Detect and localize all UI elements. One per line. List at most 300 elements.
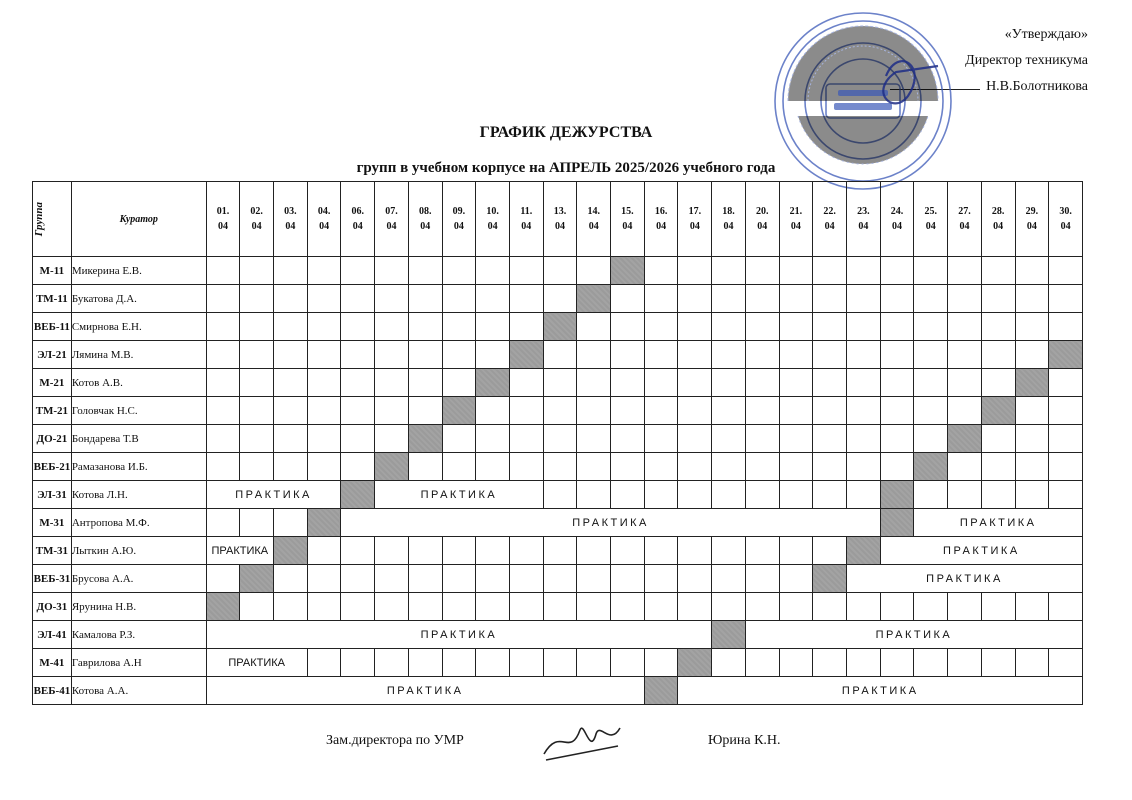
date-header xyxy=(745,182,779,257)
date-day: 30. xyxy=(1059,206,1072,217)
empty-cell xyxy=(611,369,645,397)
empty-cell xyxy=(274,257,308,285)
group-cell: ЭЛ-21 xyxy=(33,341,72,369)
empty-cell xyxy=(644,565,678,593)
empty-cell xyxy=(948,453,982,481)
table-row xyxy=(33,621,1083,649)
empty-cell xyxy=(948,649,982,677)
group-cell: ТМ-21 xyxy=(33,397,72,425)
duty-cell xyxy=(813,565,847,593)
table-row xyxy=(33,565,1083,593)
date-header xyxy=(611,182,645,257)
date-header xyxy=(509,182,543,257)
approve-label: «Утверждаю» xyxy=(1004,27,1088,42)
date-month: 04 xyxy=(285,221,296,232)
empty-cell xyxy=(307,565,341,593)
empty-cell xyxy=(408,593,442,621)
empty-cell xyxy=(914,425,948,453)
duty-cell xyxy=(341,481,375,509)
curator-cell: Букатова Д.А. xyxy=(71,285,206,313)
empty-cell xyxy=(543,369,577,397)
date-header xyxy=(577,182,611,257)
empty-cell xyxy=(813,453,847,481)
practice-cell: ПРАКТИКА xyxy=(678,677,1083,705)
empty-cell xyxy=(543,341,577,369)
duty-cell xyxy=(678,649,712,677)
empty-cell xyxy=(476,341,510,369)
curator-cell: Камалова Р.З. xyxy=(71,621,206,649)
empty-cell xyxy=(274,313,308,341)
table-row xyxy=(33,285,1083,313)
empty-cell xyxy=(543,481,577,509)
header-row xyxy=(33,182,1083,257)
empty-cell xyxy=(543,537,577,565)
empty-cell xyxy=(375,593,409,621)
empty-cell xyxy=(442,257,476,285)
empty-cell xyxy=(341,397,375,425)
empty-cell xyxy=(948,481,982,509)
empty-cell xyxy=(509,397,543,425)
document-title: ГРАФИК ДЕЖУРСТВА xyxy=(479,124,653,141)
empty-cell xyxy=(509,257,543,285)
table-row xyxy=(33,257,1083,285)
empty-cell xyxy=(442,565,476,593)
empty-cell xyxy=(611,425,645,453)
empty-cell xyxy=(813,481,847,509)
empty-cell xyxy=(375,257,409,285)
group-cell: ВЕБ-11 xyxy=(33,313,72,341)
document-subtitle: групп в учебном корпусе на АПРЕЛЬ 2025/2026 учебного года xyxy=(356,160,776,176)
date-day: 24. xyxy=(890,206,904,217)
date-day: 10. xyxy=(486,206,499,217)
empty-cell xyxy=(1049,481,1083,509)
empty-cell xyxy=(813,313,847,341)
empty-cell xyxy=(914,285,948,313)
curator-cell: Микерина Е.В. xyxy=(71,257,206,285)
empty-cell xyxy=(644,453,678,481)
date-day: 03. xyxy=(284,206,297,217)
empty-cell xyxy=(577,257,611,285)
empty-cell xyxy=(948,369,982,397)
empty-cell xyxy=(476,313,510,341)
empty-cell xyxy=(375,341,409,369)
empty-cell xyxy=(678,481,712,509)
empty-cell xyxy=(846,425,880,453)
date-day: 20. xyxy=(755,206,769,217)
date-header xyxy=(644,182,678,257)
empty-cell xyxy=(274,453,308,481)
date-month: 04 xyxy=(723,221,734,232)
table-row xyxy=(33,369,1083,397)
date-month: 04 xyxy=(757,221,768,232)
empty-cell xyxy=(644,593,678,621)
date-header xyxy=(981,182,1015,257)
empty-cell xyxy=(375,425,409,453)
empty-cell xyxy=(206,341,240,369)
empty-cell xyxy=(1015,649,1049,677)
empty-cell xyxy=(712,341,746,369)
group-cell: ЭЛ-41 xyxy=(33,621,72,649)
empty-cell xyxy=(813,537,847,565)
empty-cell xyxy=(981,593,1015,621)
empty-cell xyxy=(240,397,274,425)
empty-cell xyxy=(846,481,880,509)
empty-cell xyxy=(712,369,746,397)
date-month: 04 xyxy=(588,221,599,232)
empty-cell xyxy=(307,341,341,369)
curator-cell: Котова А.А. xyxy=(71,677,206,705)
empty-cell xyxy=(880,453,914,481)
empty-cell xyxy=(307,285,341,313)
empty-cell xyxy=(813,593,847,621)
empty-cell xyxy=(375,369,409,397)
empty-cell xyxy=(408,369,442,397)
empty-cell xyxy=(206,397,240,425)
empty-cell xyxy=(375,397,409,425)
empty-cell xyxy=(779,397,813,425)
practice-cell: ПРАКТИКА xyxy=(341,509,880,537)
empty-cell xyxy=(981,341,1015,369)
empty-cell xyxy=(577,565,611,593)
duty-cell xyxy=(375,453,409,481)
empty-cell xyxy=(341,341,375,369)
empty-cell xyxy=(543,397,577,425)
duty-cell xyxy=(1015,369,1049,397)
date-header xyxy=(948,182,982,257)
empty-cell xyxy=(206,369,240,397)
empty-cell xyxy=(712,313,746,341)
empty-cell xyxy=(712,425,746,453)
curator-cell: Брусова А.А. xyxy=(71,565,206,593)
date-day: 07. xyxy=(385,206,398,217)
date-day: 29. xyxy=(1025,206,1039,217)
empty-cell xyxy=(509,453,543,481)
curator-cell: Лыткин А.Ю. xyxy=(71,537,206,565)
empty-cell xyxy=(577,397,611,425)
empty-cell xyxy=(644,257,678,285)
empty-cell xyxy=(1015,481,1049,509)
empty-cell xyxy=(341,593,375,621)
empty-cell xyxy=(745,313,779,341)
group-cell: ДО-21 xyxy=(33,425,72,453)
empty-cell xyxy=(779,481,813,509)
group-cell: ТМ-11 xyxy=(33,285,72,313)
empty-cell xyxy=(914,341,948,369)
empty-cell xyxy=(307,397,341,425)
curator-column-header: Куратор xyxy=(71,182,206,257)
empty-cell xyxy=(1015,425,1049,453)
empty-cell xyxy=(442,537,476,565)
empty-cell xyxy=(206,313,240,341)
empty-cell xyxy=(1049,257,1083,285)
empty-cell xyxy=(678,537,712,565)
date-header xyxy=(813,182,847,257)
empty-cell xyxy=(1049,453,1083,481)
practice-cell: ПРАКТИКА xyxy=(745,621,1082,649)
empty-cell xyxy=(644,397,678,425)
group-cell: ВЕБ-21 xyxy=(33,453,72,481)
empty-cell xyxy=(341,537,375,565)
empty-cell xyxy=(307,369,341,397)
empty-cell xyxy=(779,341,813,369)
duty-cell xyxy=(611,257,645,285)
empty-cell xyxy=(240,285,274,313)
empty-cell xyxy=(274,593,308,621)
table-row xyxy=(33,593,1083,621)
empty-cell xyxy=(509,537,543,565)
empty-cell xyxy=(644,285,678,313)
date-month: 04 xyxy=(993,221,1004,232)
empty-cell xyxy=(476,285,510,313)
duty-cell xyxy=(206,593,240,621)
empty-cell xyxy=(1049,593,1083,621)
empty-cell xyxy=(678,593,712,621)
empty-cell xyxy=(678,257,712,285)
date-month: 04 xyxy=(251,221,262,232)
practice-cell: ПРАКТИКА xyxy=(206,481,341,509)
date-day: 15. xyxy=(621,206,634,217)
empty-cell xyxy=(745,397,779,425)
group-cell: ВЕБ-31 xyxy=(33,565,72,593)
empty-cell xyxy=(307,649,341,677)
curator-cell: Котов А.В. xyxy=(71,369,206,397)
empty-cell xyxy=(644,481,678,509)
empty-cell xyxy=(206,425,240,453)
empty-cell xyxy=(914,481,948,509)
empty-cell xyxy=(948,593,982,621)
empty-cell xyxy=(375,313,409,341)
date-month: 04 xyxy=(858,221,869,232)
empty-cell xyxy=(745,425,779,453)
empty-cell xyxy=(408,453,442,481)
empty-cell xyxy=(206,509,240,537)
empty-cell xyxy=(307,257,341,285)
empty-cell xyxy=(543,649,577,677)
duty-cell xyxy=(1049,341,1083,369)
empty-cell xyxy=(678,565,712,593)
empty-cell xyxy=(543,565,577,593)
empty-cell xyxy=(476,453,510,481)
empty-cell xyxy=(442,649,476,677)
empty-cell xyxy=(678,425,712,453)
duty-cell xyxy=(644,677,678,705)
duty-cell xyxy=(981,397,1015,425)
empty-cell xyxy=(846,649,880,677)
duty-cell xyxy=(240,565,274,593)
date-month: 04 xyxy=(555,221,565,232)
empty-cell xyxy=(948,313,982,341)
empty-cell xyxy=(880,369,914,397)
date-header xyxy=(274,182,308,257)
empty-cell xyxy=(476,537,510,565)
empty-cell xyxy=(307,453,341,481)
date-day: 01. xyxy=(216,206,230,217)
empty-cell xyxy=(813,397,847,425)
duty-cell xyxy=(476,369,510,397)
empty-cell xyxy=(712,481,746,509)
deputy-name: Юрина К.Н. xyxy=(708,733,781,748)
empty-cell xyxy=(846,369,880,397)
empty-cell xyxy=(408,257,442,285)
empty-cell xyxy=(712,257,746,285)
empty-cell xyxy=(274,509,308,537)
date-day: 08. xyxy=(418,206,432,217)
empty-cell xyxy=(442,369,476,397)
date-header xyxy=(880,182,914,257)
empty-cell xyxy=(712,453,746,481)
date-day: 28. xyxy=(991,206,1005,217)
empty-cell xyxy=(341,285,375,313)
empty-cell xyxy=(307,593,341,621)
empty-cell xyxy=(981,313,1015,341)
group-column-header: Группа xyxy=(33,182,72,257)
empty-cell xyxy=(745,285,779,313)
group-cell: М-31 xyxy=(33,509,72,537)
date-header xyxy=(341,182,375,257)
empty-cell xyxy=(509,285,543,313)
empty-cell xyxy=(1015,313,1049,341)
date-month: 04 xyxy=(790,221,801,232)
duty-cell xyxy=(846,537,880,565)
empty-cell xyxy=(813,341,847,369)
empty-cell xyxy=(779,425,813,453)
date-day: 16. xyxy=(654,206,668,217)
table-row xyxy=(33,341,1083,369)
empty-cell xyxy=(442,425,476,453)
empty-cell xyxy=(712,285,746,313)
empty-cell xyxy=(240,509,274,537)
date-month: 04 xyxy=(824,221,835,232)
empty-cell xyxy=(712,537,746,565)
empty-cell xyxy=(442,313,476,341)
duty-cell xyxy=(880,509,914,537)
curator-cell: Головчак Н.С. xyxy=(71,397,206,425)
empty-cell xyxy=(476,397,510,425)
empty-cell xyxy=(577,537,611,565)
empty-cell xyxy=(846,453,880,481)
empty-cell xyxy=(1049,425,1083,453)
practice-cell: ПРАКТИКА xyxy=(206,537,273,565)
empty-cell xyxy=(206,285,240,313)
empty-cell xyxy=(644,537,678,565)
empty-cell xyxy=(240,313,274,341)
empty-cell xyxy=(846,593,880,621)
empty-cell xyxy=(611,453,645,481)
empty-cell xyxy=(745,341,779,369)
empty-cell xyxy=(914,649,948,677)
empty-cell xyxy=(981,369,1015,397)
empty-cell xyxy=(577,313,611,341)
empty-cell xyxy=(274,425,308,453)
date-header xyxy=(206,182,240,257)
empty-cell xyxy=(813,649,847,677)
table-row xyxy=(33,453,1083,481)
empty-cell xyxy=(678,397,712,425)
empty-cell xyxy=(476,649,510,677)
empty-cell xyxy=(745,593,779,621)
empty-cell xyxy=(509,369,543,397)
empty-cell xyxy=(408,649,442,677)
date-header xyxy=(678,182,712,257)
empty-cell xyxy=(375,285,409,313)
date-day: 27. xyxy=(958,206,971,217)
empty-cell xyxy=(543,257,577,285)
date-month: 04 xyxy=(453,221,464,232)
empty-cell xyxy=(644,369,678,397)
practice-cell: ПРАКТИКА xyxy=(914,509,1083,537)
curator-cell: Ярунина Н.В. xyxy=(71,593,206,621)
director-name: Н.В.Болотникова xyxy=(986,79,1088,94)
empty-cell xyxy=(745,481,779,509)
empty-cell xyxy=(880,593,914,621)
empty-cell xyxy=(846,313,880,341)
curator-cell: Смирнова Е.Н. xyxy=(71,313,206,341)
empty-cell xyxy=(408,285,442,313)
duty-cell xyxy=(274,537,308,565)
empty-cell xyxy=(745,537,779,565)
duty-cell xyxy=(948,425,982,453)
empty-cell xyxy=(813,285,847,313)
empty-cell xyxy=(813,257,847,285)
date-header xyxy=(543,182,577,257)
duty-cell xyxy=(880,481,914,509)
empty-cell xyxy=(341,313,375,341)
empty-cell xyxy=(611,313,645,341)
date-header xyxy=(307,182,341,257)
empty-cell xyxy=(981,285,1015,313)
date-day: 09. xyxy=(452,206,466,217)
date-header xyxy=(712,182,746,257)
empty-cell xyxy=(779,453,813,481)
duty-cell xyxy=(543,313,577,341)
empty-cell xyxy=(779,649,813,677)
empty-cell xyxy=(779,369,813,397)
empty-cell xyxy=(948,285,982,313)
empty-cell xyxy=(813,369,847,397)
empty-cell xyxy=(779,285,813,313)
empty-cell xyxy=(914,257,948,285)
empty-cell xyxy=(846,257,880,285)
empty-cell xyxy=(611,397,645,425)
empty-cell xyxy=(509,649,543,677)
empty-cell xyxy=(914,397,948,425)
empty-cell xyxy=(274,397,308,425)
empty-cell xyxy=(779,565,813,593)
date-month: 04 xyxy=(1026,221,1037,232)
curator-cell: Лямина М.В. xyxy=(71,341,206,369)
empty-cell xyxy=(375,649,409,677)
empty-cell xyxy=(543,453,577,481)
empty-cell xyxy=(509,565,543,593)
date-header xyxy=(408,182,442,257)
date-day: 23. xyxy=(857,206,870,217)
empty-cell xyxy=(274,565,308,593)
empty-cell xyxy=(408,341,442,369)
date-header xyxy=(1049,182,1083,257)
date-day: 02. xyxy=(250,206,263,217)
duty-cell xyxy=(307,509,341,537)
empty-cell xyxy=(341,369,375,397)
practice-cell: ПРАКТИКА xyxy=(375,481,544,509)
duty-cell xyxy=(577,285,611,313)
date-month: 04 xyxy=(487,221,498,232)
duty-schedule-table xyxy=(32,181,1083,705)
date-month: 04 xyxy=(352,221,363,232)
date-header xyxy=(1015,182,1049,257)
curator-cell: Гаврилова А.Н xyxy=(71,649,206,677)
duty-cell xyxy=(442,397,476,425)
group-cell: М-11 xyxy=(33,257,72,285)
